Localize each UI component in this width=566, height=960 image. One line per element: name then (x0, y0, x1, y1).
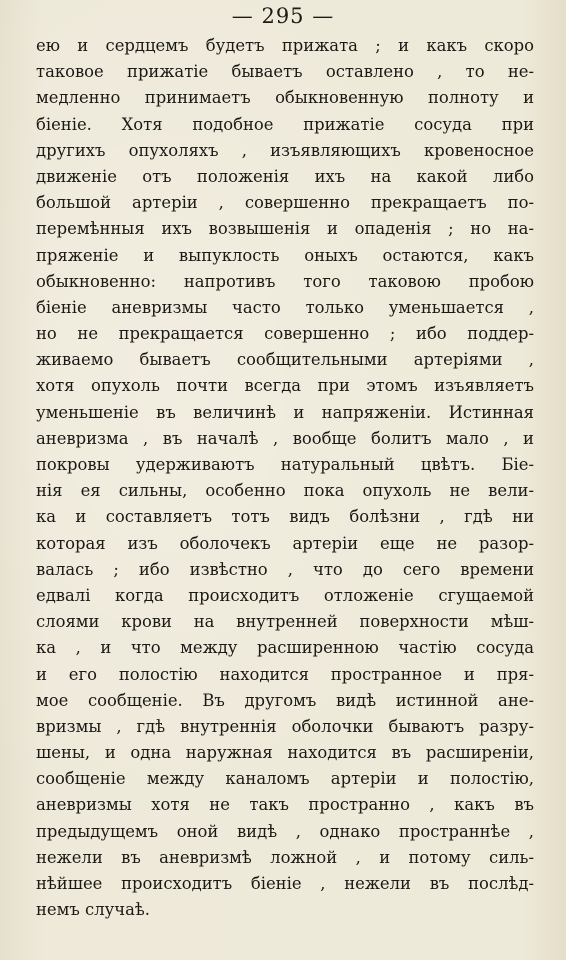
text-line: покровы удерживаютъ натуральный цвѣтъ. Біе- (36, 455, 534, 474)
text-line: нѣйшее происходитъ біеніе , нежели въ послѣд- (36, 874, 534, 893)
text-line: слоями крови на внутренней поверхности мѣш- (36, 612, 534, 632)
text-line: медленно принимаетъ обыкновенную полноту и (36, 88, 534, 108)
text-line: біеніе аневризмы часто только уменьшается , (36, 297, 534, 317)
page-number: — 295 — (231, 4, 335, 28)
text-line: живаемо бываетъ сообщительными артеріями , (36, 350, 534, 370)
text-line: движеніе отъ положенія ихъ на какой либо (36, 166, 534, 186)
text-line: нія ея сильны, особенно пока опухоль не вели- (36, 481, 534, 501)
text-line: аневризма , въ началѣ , вообще болитъ мало , и (36, 428, 534, 448)
text-line: аневризмы хотя не такъ пространно , какъ въ (36, 795, 534, 815)
text-line: таковое прижатіе бываетъ оставлено , то не- (36, 62, 534, 82)
text-line: мое сообщеніе. Въ другомъ видѣ истинной ане- (36, 690, 534, 710)
text-line: предыдущемъ оной видѣ , однако пространнѣе , (36, 821, 534, 841)
text-line: ка и составляетъ тотъ видъ болѣзни , гдѣ ни (36, 507, 534, 527)
body-text (36, 33, 534, 923)
text-line: большой артеріи , совершенно прекращаетъ по- (36, 193, 534, 213)
text-line: вризмы , гдѣ внутреннія оболочки бываютъ разру- (36, 716, 534, 736)
text-line: пряженіе и выпуклость оныхъ остаются, какъ (36, 245, 534, 265)
text-line: уменьшеніе въ величинѣ и напряженіи. Истинная (36, 402, 534, 422)
text-line: но не прекращается совершенно ; ибо поддер- (36, 324, 534, 344)
text-line: шены, и одна наружная находится въ расширеніи, (36, 743, 534, 763)
text-line: ею и сердцемъ будетъ прижата ; и какъ скоро (36, 36, 534, 55)
text-line: сообщеніе между каналомъ артеріи и полостію, (36, 769, 534, 789)
text-line: обыкновенно: напротивъ того таковою пробою (36, 271, 534, 291)
text-line: ка , и что между расширенною частію сосуда (36, 638, 534, 658)
text-line: нежели въ аневризмѣ ложной , и потому силь- (36, 847, 534, 867)
text-line: перемѣнныя ихъ возвышенія и опаденія ; но на- (36, 219, 534, 239)
text-line: немъ случаѣ. (36, 900, 150, 920)
text-line: и его полостію находится пространное и пря- (36, 664, 534, 684)
text-line: едвалі когда происходитъ отложеніе сгущаемой (36, 585, 534, 605)
text-line: валась ; ибо извѣстно , что до сего времени (36, 559, 534, 579)
text-line: которая изъ оболочекъ артеріи еще не разор- (36, 533, 534, 553)
text-line: хотя опухоль почти всегда при этомъ изъявляетъ (36, 376, 534, 396)
text-line: біеніе. Хотя подобное прижатіе сосуда при (36, 114, 534, 134)
text-line: другихъ опухоляхъ , изъявляющихъ кровеносное (36, 140, 534, 160)
